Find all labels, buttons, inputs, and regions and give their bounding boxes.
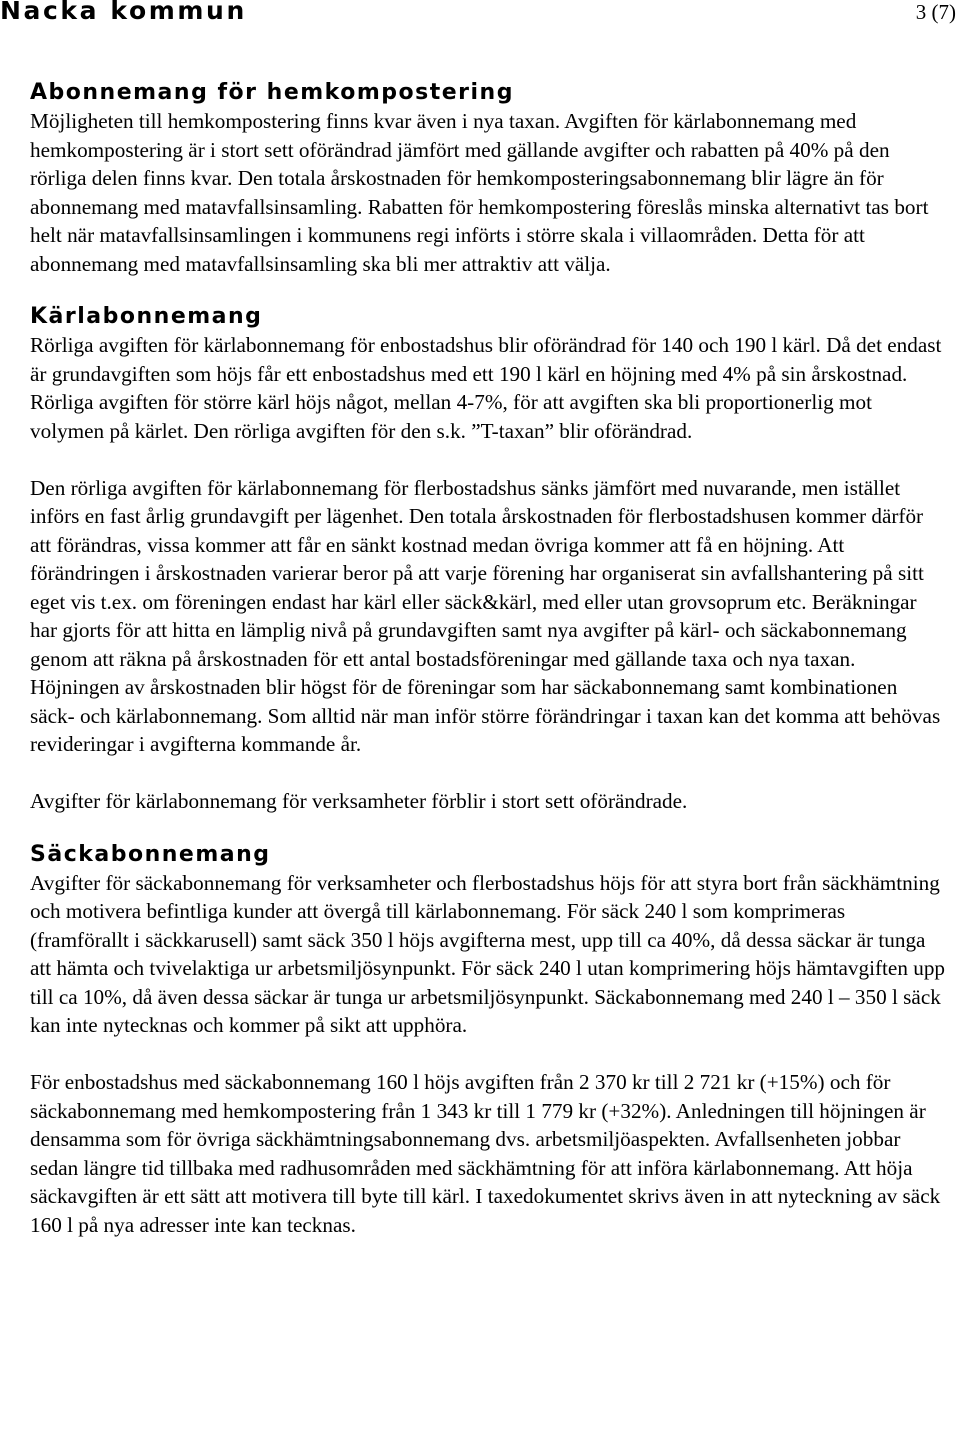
section-heading-karlabonnemang: Kärlabonnemang (30, 304, 263, 329)
section-heading-sackabonnemang: Säckabonnemang (30, 841, 271, 867)
paragraph-sackabonnemang-2: För enbostadshus med säckabonnemang 160 l höjs avgiften från 2 370 kr till 2 721 kr (+15%) och för säckabonnemang med hemkompostering från 1 343 kr till 1 779 kr (+32%). Anledningen till höjningen är densamma som för övriga säckhämtningsabonnemang dvs. arbetsmiljöaspekten. Avfallsenheten jobbar sedan längre tid tillbaka med radhusområden med säckhämtning för att införa kärlabonnemang. Att höja säckavgiften är ett sätt att motivera till byte till kärl. I taxedokumentet skrivs även in att nyteckning av säck 160 l på nya adresser inte kan tecknas. (30, 1070, 941, 1237)
page-header (0, 0, 960, 28)
section-heading-hemkompostering: Abonnemang för hemkompostering (30, 80, 514, 105)
paragraph-karlabonnemang-2: Den rörliga avgiften för kärlabonnemang för flerbostadshus sänks jämfört med nuvarande, men istället införs en fast årlig grundavgift per lägenhet. Den totala årskostnaden för flerbostadshusen kommer därför att förändras, vissa kommer att får en sänkt kostnad medan övriga kommer att få en höjning. Att förändringen i årskostnaden varierar beror på att varje förening har organiserat sin avfallshantering på sitt eget vis t.ex. om föreningen endast har kärl eller säck&kärl, med eller utan grovsoprum etc. Beräkningar har gjorts för att hitta en lämplig nivå på grundavgiften samt nya avgifter på kärl- och säckabonnemang genom att räkna på årskostnaden för ett antal bostadsföreningar med gällande taxa och nya taxan. Höjningen av årskostnaden blir högst för de föreningar som har säckabonnemang samt kombinationen säck- och kärlabonnemang. Som alltid när man inför större förändringar i taxan kan det komma att behövas revideringar i avgifterna kommande år. (30, 475, 941, 756)
organization-name: Nacka kommun (0, 0, 247, 25)
paragraph-karlabonnemang-1: Rörliga avgiften för kärlabonnemang för enbostadshus blir oförändrad för 140 och 190 l kärl. Då det endast är grundavgiften som höjs får ett enbostadshus med ett 190 l kärl en höjning med 4% på sin årskostnad. Rörliga avgiften för större kärl höjs något, mellan 4-7%, för att avgiften ska bli proportionerlig mot volymen på kärlet. Den rörliga avgiften för den s.k. ”T-taxan” blir oförändrad. (30, 333, 942, 443)
page-number: 3 (7) (915, 0, 956, 24)
paragraph-hemkompostering: Möjligheten till hemkompostering finns kvar även i nya taxan. Avgiften för kärlabonnemang med hemkompostering är i stort sett oförändrad jämfört med gällande avgifter och rabatten på 40% på den rörliga delen finns kvar. Den totala årskostnaden för hemkomposteringsabonnemang blir lägre än för abonnemang med matavfallsinsamling. Rabatten för hemkompostering föreslås minska alternativt tas bort helt när matavfallsinsamlingen i kommunens regi införts i större skala i villaområden. Detta för att abonnemang med matavfallsinsamling ska bli mer attraktiv att välja. (30, 109, 929, 276)
document-body (30, 79, 945, 1239)
paragraph-karlabonnemang-3: Avgifter för kärlabonnemang för verksamheter förblir i stort sett oförändrade. (30, 789, 688, 813)
paragraph-sackabonnemang-1: Avgifter för säckabonnemang för verksamheter och flerbostadshus höjs för att styra bort från säckhämtning och motivera befintliga kunder att övergå till kärlabonnemang. För säck 240 l som komprimeras (framförallt i säckkarusell) samt säck 350 l höjs avgifterna mest, upp till ca 40%, då dessa säckar är tunga att hämta och tvivelaktiga ur arbetsmiljösynpunkt. För säck 240 l utan komprimering höjs hämtavgiften upp till ca 10%, då även dessa säckar är tunga ur arbetsmiljösynpunkt. Säckabonnemang med 240 l – 350 l säck kan inte nytecknas och kommer på sikt att upphöra. (30, 870, 946, 1037)
